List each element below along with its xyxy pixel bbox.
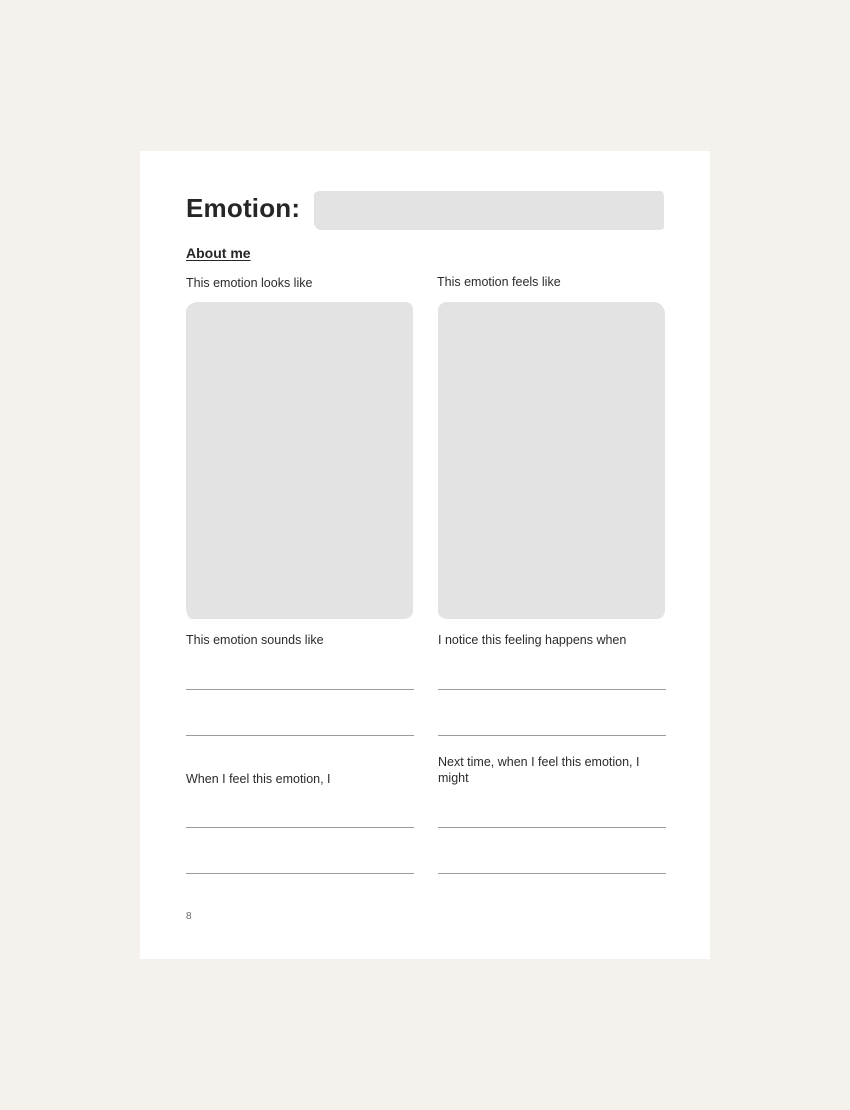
happens-when-label: I notice this feeling happens when [438, 633, 627, 647]
title-row [186, 191, 664, 233]
sounds-like-line-1[interactable] [186, 689, 414, 690]
sounds-like-line-2[interactable] [186, 735, 414, 736]
when-i-feel-line-1[interactable] [186, 827, 414, 828]
sounds-like-label: This emotion sounds like [186, 633, 324, 647]
page-number: 8 [186, 911, 192, 922]
happens-when-line-2[interactable] [438, 735, 666, 736]
worksheet-page [140, 151, 710, 959]
looks-like-label: This emotion looks like [186, 276, 313, 290]
feels-like-drawing-box[interactable] [438, 302, 665, 619]
feels-like-label: This emotion feels like [437, 275, 561, 289]
when-i-feel-line-2[interactable] [186, 873, 414, 874]
section-heading: About me [186, 245, 251, 261]
happens-when-line-1[interactable] [438, 689, 666, 690]
next-time-line-2[interactable] [438, 873, 666, 874]
looks-like-drawing-box[interactable] [186, 302, 413, 619]
emotion-name-field[interactable] [314, 191, 664, 230]
when-i-feel-label: When I feel this emotion, I [186, 772, 331, 786]
page-title: Emotion: [186, 193, 301, 223]
next-time-label: Next time, when I feel this emotion, I might [438, 755, 640, 785]
next-time-line-1[interactable] [438, 827, 666, 828]
